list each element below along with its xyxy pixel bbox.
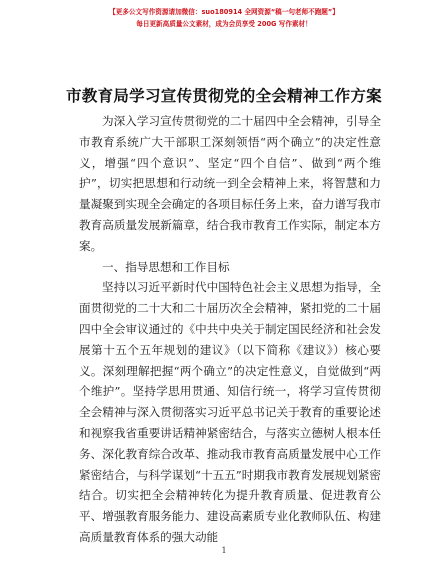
document-title: 市教育局学习宣传贯彻党的全会精神工作方案 — [65, 86, 382, 105]
promo-banner-line-2: 每日更新高质量公文素材，成为会员享受 200G 写作素材！ — [136, 20, 312, 28]
section-heading: 一、指导思想和工作目标 — [102, 259, 230, 274]
promo-banner-line-1: 【更多公文写作资源请加微信：suo180914 全网资源“稿一句老师不跑题”】 — [109, 8, 339, 16]
page-number: 1 — [221, 546, 227, 555]
intro-paragraph: 为深入学习宣传贯彻党的二十届四中全会精神，引导全市教育系统广大干部职工深刻领悟“两个确立”的决定性意义，增强“四个意识”、坚定“四个自信”、做到“两个维护”，切实把思想和行动统一到全会精神上来，将智慧和力量凝聚到实现全会确定的各项目标任务上来，奋力谱写我市教育高质量发展新篇章，结合我市教育工作实际，制定本方案。 — [79, 114, 381, 253]
body-paragraph: 坚持以习近平新时代中国特色社会主义思想为指导，全面贯彻党的二十大和二十届历次全会精神，紧扣党的二十届四中全会审议通过的《中共中央关于制定国民经济和社会发展第十五个五年规划的建议》（以下简称《建议》）核心要义。深刻理解把握“两个确立”的决定性意义，自觉做到“两个维护”。坚持学思用贯通、知信行统一，将学习宣传贯彻全会精神与深入贯彻落实习近平总书记关于教育的重要论述和视察我省重要讲话精神紧密结合，与落实立德树人根本任务、深化教育综合改革、推动我市教育高质量发展中心工作紧密结合，与科学谋划“十五五”时期我市教育发展规划紧密结合。切实把全会精神转化为提升教育质量、促进教育公平、增强教育服务能力、建设高素质专业化教师队伍、构建高质量教育体系的强大动能 — [79, 280, 381, 544]
document-body — [79, 111, 381, 548]
promo-banner — [0, 6, 448, 30]
